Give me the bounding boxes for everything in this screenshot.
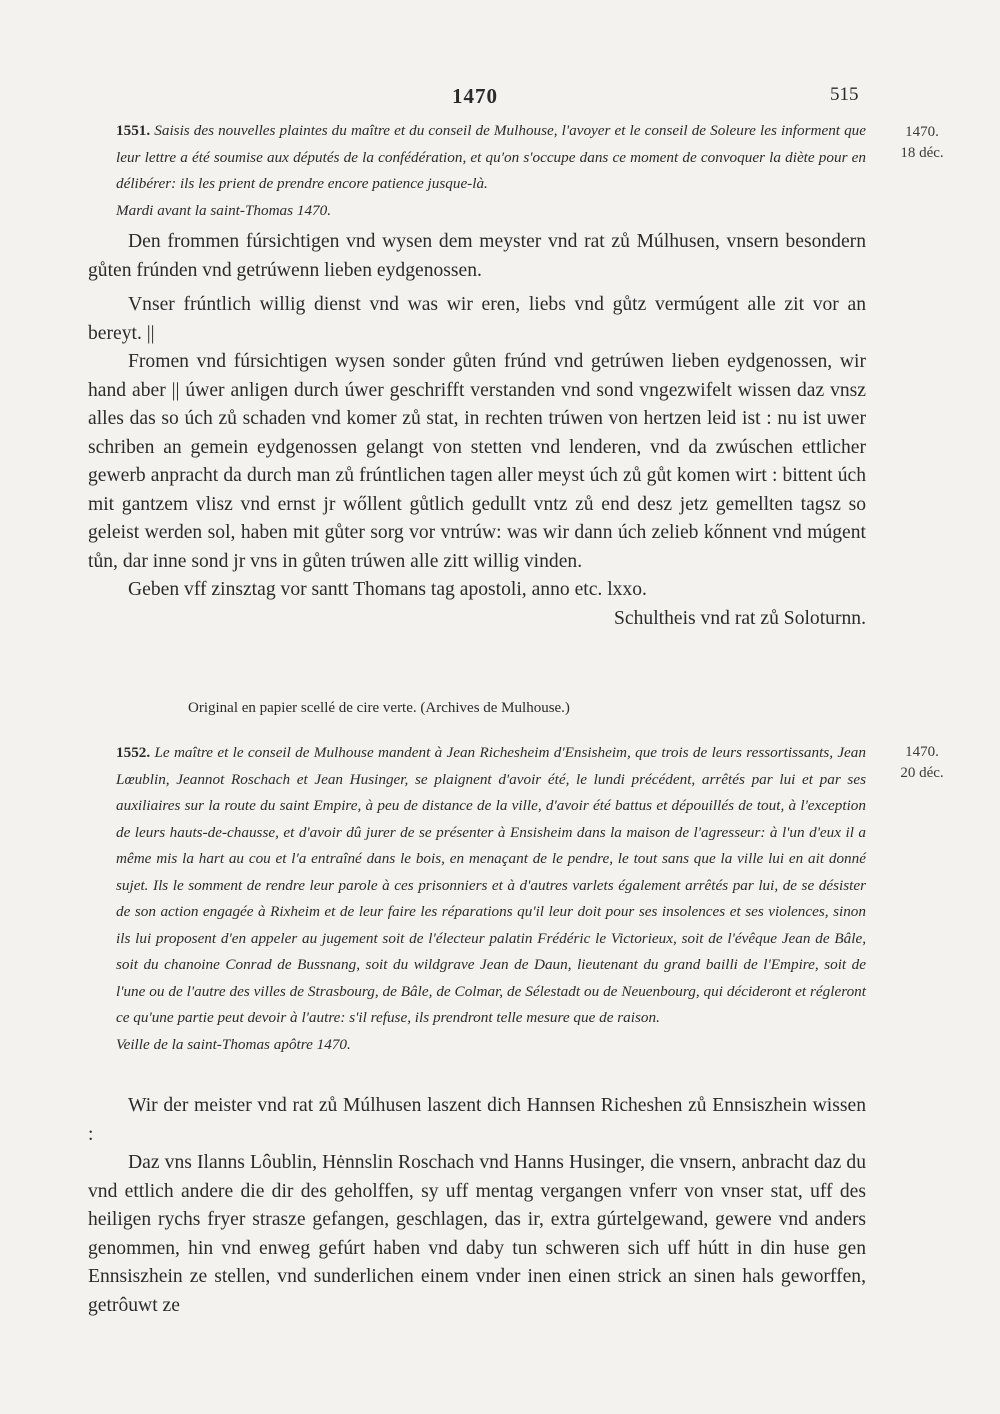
document-number: 1552. [116, 744, 151, 761]
page-header [0, 84, 1000, 114]
opening-paragraph: Wir der meister vnd rat zů Múlhusen laszent dich Hannsen Richeshen zů Ennsiszhein wissen : [88, 1095, 866, 1145]
date-line: Veille de la saint-Thomas apôtre 1470. [116, 1035, 351, 1053]
greeting-paragraph: Vnser frúntlich willig dienst vnd was wir eren, liebs vnd gůtz vermúgent alle zit vor an bereyt. || [88, 294, 866, 344]
summary-text: Saisis des nouvelles plaintes du maître et du conseil de Mulhouse, l'avoyer et le conseil de Soleure les informent que leur lettre a été soumise aux députés de la confédération, et qu'on s'occupe dans ce moment de convoquer la diète pour en délibérer: ils les prient de prendre encore patience jusque-là. [116, 122, 867, 192]
source-note: Original en papier scellé de cire verte. (Archives de Mulhouse.) [188, 700, 570, 716]
margin-note-1552 [882, 742, 962, 784]
address-paragraph: Den frommen fúrsichtigen vnd wysen dem meyster vnd rat zů Múlhusen, vnsern besondern gůten frúnden vnd getrúwenn lieben eydgenossen. [88, 231, 866, 281]
letter-body-1552 [88, 1092, 866, 1320]
complaint-paragraph: Daz vns Ilanns Lôublin, Hėnnslin Roschach vnd Hanns Husinger, die vnsern, anbracht daz du vnd ettlich andere die dir des geholffen, sy uff mentag vergangen vnferr von vnser stat, uff des heiligen rychs fryer strasze gefangen, geschlagen, das ir, extra gúrtelgewand, gewere vnd anders genommen, hin vnd enweg gefúrt haben vnd daby tun schweren sich uff hútt in din huse gen Ennsiszhein ze stellen, vnd sunderlichen einem vnder inen einen strick an sinen hals geworffen, getrôuwt ze [88, 1152, 866, 1316]
summary-1551 [116, 118, 866, 224]
dating-paragraph: Geben vff zinsztag vor santt Thomans tag apostoli, anno etc. lxxo. [128, 579, 647, 600]
summary-text: Le maître et le conseil de Mulhouse mandent à Jean Richesheim d'Ensisheim, que trois de leurs ressortissants, Jean Lœublin, Jeannot Roschach et Jean Husinger, se plaignent d'avoir été, le lundi précédent, arrêtés par lui et par ses auxiliaires sur la route du saint Empire, à peu de distance de la ville, d'avoir été battus et dépouillés de tout, à l'exception de leurs hauts-de-chausse, et d'avoir dû jurer de se présenter à Ensisheim dans la maison de l'agresseur: à l'un d'eux il a même mis la hart au cou et l'a entraîné dans le bois, en menaçant de le pendre, le tout sans que la ville lui en ait donné sujet. Ils le somment de rendre leur parole à ces prisonniers et à d'autres varlets également arrêtés par lui, de se désister de son action engagée à Rixheim et de leur faire les réparations qu'il leur doit pour ses insolences et ses violences, sinon ils lui proposent d'en appeler au jugement soit de l'électeur palatin Frédéric le Victorieux, soit de l'évêque Jean de Bâle, soit du chanoine Conrad de Bussnang, soit du wildgrave Jean de Daun, lieutenant du grand bailli de l'Empire, soit de l'une ou de l'autre des villes de Strasbourg, de Bâle, de Colmar, de Sélestadt ou de Neuenbourg, qui décideront et régleront ce qu'une partie peut devoir à l'autre: s'il refuse, ils prendront telle mesure que de raison. [116, 744, 866, 1026]
running-head-year: 1470 [452, 84, 498, 108]
signature: Schultheis vnd rat zů Soloturnn. [614, 607, 866, 629]
margin-year: 1470. [905, 744, 939, 760]
margin-date: 20 déc. [900, 765, 944, 781]
page-number: 515 [830, 84, 859, 105]
margin-note-1551 [882, 122, 962, 164]
margin-year: 1470. [905, 124, 939, 140]
summary-1552 [116, 740, 866, 1058]
margin-date: 18 déc. [900, 145, 944, 161]
document-number: 1551. [116, 122, 151, 139]
main-paragraph: Fromen vnd fúrsichtigen wysen sonder gůten frúnd vnd getrúwen lieben eydgenossen, wir hand aber || úwer anligen durch úwer geschrifft verstanden vnd sond vngezwifelt wissen daz vnsz alles das so úch zů schaden vnd komer zů stat, in rechten trúwen von hertzen leid ist : nu ist uwer schriben an gemein eydgenossen gelangt von stetten vnd lenderen, vnd da zwúschen ettlicher gewerb anpracht da durch man zů frúntlichen tagen aller meyst úch zů gůt komen wirt : bittent úch mit gantzem vlisz vnd ernst jr wőllent gůtlich gedullt vntz zů end desz jetz gemellten tagsz so geleist werden sol, haben mit gůter sorg vor vntrúw: was wir dann úch zelieb kőnnent vnd múgent tůn, dar inne sond jr vns in gůten trúwen alle zitt willig vinden. [88, 351, 866, 572]
date-line: Mardi avant la saint-Thomas 1470. [116, 201, 332, 219]
letter-body-1551 [88, 228, 866, 633]
